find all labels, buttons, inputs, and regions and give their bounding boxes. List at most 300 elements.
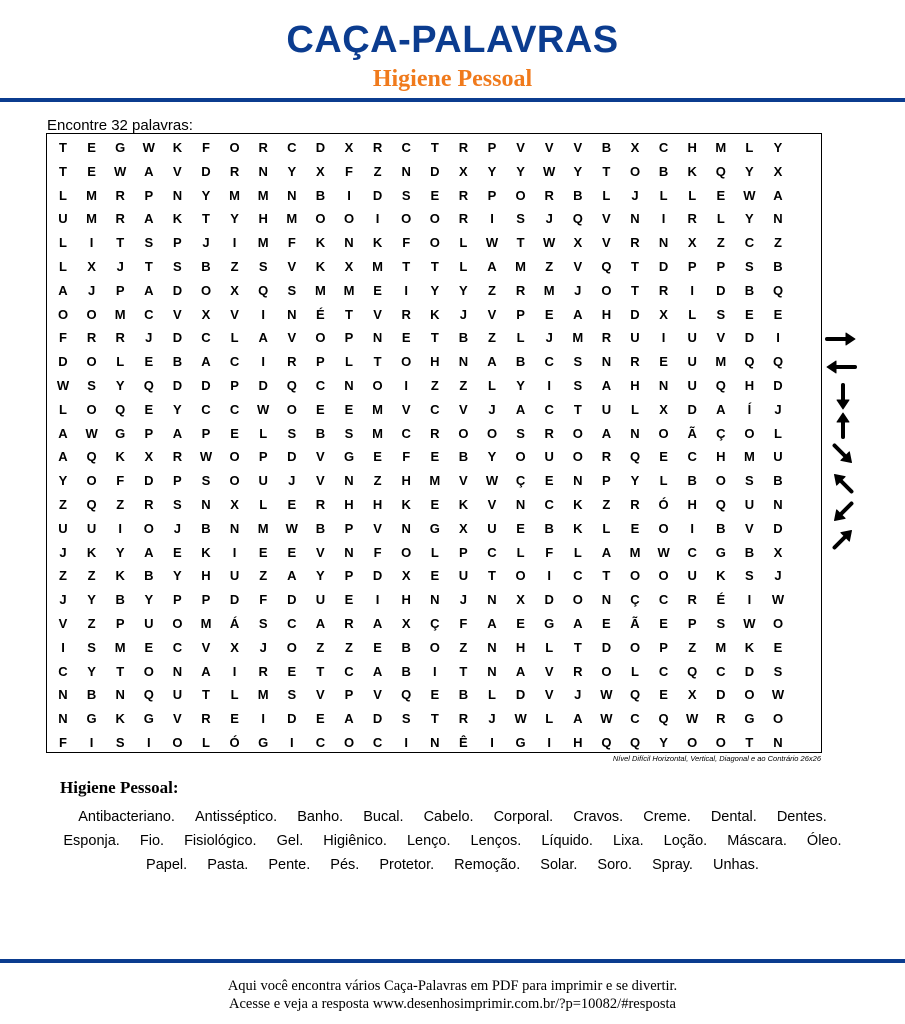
grid-letter: A xyxy=(487,354,497,370)
grid-letter: S xyxy=(573,378,583,393)
grid-letter: O xyxy=(629,163,641,179)
grid-letter: W xyxy=(56,378,70,393)
grid-letter: Z xyxy=(230,259,239,274)
grid-letter: I xyxy=(490,211,494,227)
grid-letter: Z xyxy=(59,568,67,584)
grid-letter: U xyxy=(258,473,268,489)
grid-letter: O xyxy=(515,449,526,465)
grid-letter: R xyxy=(573,663,583,679)
grid-letter: Y xyxy=(487,449,497,465)
grid-letter: B xyxy=(315,520,326,536)
grid-letter: S xyxy=(401,711,411,727)
grid-letter: X xyxy=(573,235,583,251)
grid-letter: V xyxy=(573,140,583,155)
grid-letter: K xyxy=(115,568,125,584)
grid-letter: E xyxy=(773,639,783,655)
grid-letter: Ó xyxy=(229,735,240,750)
grid-letter: O xyxy=(629,639,641,655)
grid-letter: L xyxy=(573,544,582,560)
grid-letter: O xyxy=(401,354,412,370)
grid-letter: A xyxy=(601,544,612,560)
grid-letter: Y xyxy=(459,282,468,298)
grid-letter: V xyxy=(316,687,325,703)
grid-letter: A xyxy=(601,425,612,441)
grid-letter: T xyxy=(602,568,611,584)
grid-letter: W xyxy=(142,140,155,155)
grid-letter: O xyxy=(401,544,412,560)
grid-letter: O xyxy=(772,616,784,631)
grid-letter: L xyxy=(59,235,67,251)
grid-letter: M xyxy=(715,140,727,155)
grid-letter: O xyxy=(343,735,355,750)
grid-letter: E xyxy=(230,425,239,441)
grid-letter: V xyxy=(287,259,297,274)
grid-letter: X xyxy=(459,163,468,179)
grid-letter: N xyxy=(172,187,183,203)
grid-letter: O xyxy=(143,520,154,536)
grid-letter: L xyxy=(259,497,268,512)
grid-letter: Y xyxy=(115,544,125,560)
grid-letter: T xyxy=(144,259,153,274)
grid-letter: L xyxy=(202,735,210,750)
grid-letter: T xyxy=(631,259,639,274)
grid-letter: V xyxy=(316,473,325,489)
grid-letter: G xyxy=(143,711,154,727)
grid-letter: Z xyxy=(602,497,611,512)
grid-letter: K xyxy=(744,639,755,655)
grid-letter: E xyxy=(316,401,325,417)
grid-letter: L xyxy=(459,235,468,251)
grid-letter: R xyxy=(458,187,469,203)
grid-letter: U xyxy=(630,330,640,346)
grid-letter: A xyxy=(58,282,68,298)
grid-letter: P xyxy=(344,568,354,584)
grid-letter: Q xyxy=(401,687,412,703)
grid-letter: F xyxy=(202,140,210,155)
grid-letter: I xyxy=(375,211,380,227)
grid-letter: M xyxy=(572,330,584,346)
grid-letter: E xyxy=(344,592,354,608)
grid-letter: K xyxy=(573,497,583,512)
grid-letter: Q xyxy=(658,711,669,727)
word-list-item: Cravos. xyxy=(573,809,624,825)
grid-letter: R xyxy=(716,711,726,727)
grid-letter: I xyxy=(547,735,551,750)
grid-letter: E xyxy=(659,687,668,703)
word-list-item: Solar. xyxy=(540,857,578,873)
grid-letter: X xyxy=(401,568,411,584)
grid-letter: I xyxy=(61,639,65,655)
grid-letter: Q xyxy=(86,497,97,512)
grid-letter: Q xyxy=(744,354,755,370)
grid-letter: M xyxy=(114,639,126,655)
arrow-right-icon xyxy=(827,333,855,345)
grid-letter: A xyxy=(573,616,583,631)
grid-letter: B xyxy=(773,259,783,274)
grid-letter: T xyxy=(402,259,411,274)
grid-letter: L xyxy=(116,354,125,370)
grid-letter: J xyxy=(774,568,782,584)
grid-letter: M xyxy=(629,544,641,560)
grid-letter: A xyxy=(201,663,211,679)
grid-letter: Z xyxy=(430,378,439,393)
direction-arrows xyxy=(823,327,863,555)
grid-letter: E xyxy=(287,497,297,512)
grid-letter: P xyxy=(201,592,211,608)
grid-letter: U xyxy=(458,568,469,584)
grid-letter: G xyxy=(86,711,97,727)
grid-letter: Ã xyxy=(687,425,697,441)
grid-letter: R xyxy=(687,592,697,608)
grid-letter: W xyxy=(771,687,785,703)
grid-letter: Q xyxy=(115,401,126,417)
grid-letter: S xyxy=(745,568,754,584)
grid-letter: H xyxy=(687,497,697,512)
grid-letter: R xyxy=(658,282,669,298)
grid-letter: T xyxy=(430,140,439,155)
grid-letter: H xyxy=(372,497,383,512)
grid-letter: S xyxy=(173,497,182,512)
grid-letter: I xyxy=(776,330,780,346)
grid-letter: I xyxy=(118,520,122,536)
grid-letter: I xyxy=(89,235,94,251)
grid-letter: R xyxy=(315,497,326,512)
grid-letter: C xyxy=(544,401,554,417)
grid-letter: E xyxy=(659,616,668,631)
grid-letter: A xyxy=(487,616,497,631)
grid-letter: N xyxy=(573,473,583,489)
grid-letter: H xyxy=(258,211,268,227)
grid-letter: T xyxy=(430,259,439,274)
grid-letter: E xyxy=(401,330,411,346)
grid-letter: A xyxy=(144,282,154,298)
grid-letter: P xyxy=(344,330,354,346)
grid-letter: D xyxy=(172,282,183,298)
grid-letter: T xyxy=(631,282,639,298)
grid-letter: Y xyxy=(173,401,182,417)
word-search-grid xyxy=(46,133,822,753)
grid-letter: B xyxy=(144,568,154,584)
grid-letter: E xyxy=(516,616,525,631)
grid-letter: U xyxy=(86,520,97,536)
grid-letter: Ç xyxy=(630,592,640,608)
grid-letter: I xyxy=(490,735,494,750)
grid-letter: N xyxy=(601,592,612,608)
grid-letter: Q xyxy=(258,282,269,298)
grid-letter: E xyxy=(373,282,382,298)
grid-letter: B xyxy=(744,282,755,298)
grid-letter: Z xyxy=(87,568,96,584)
grid-letter: W xyxy=(285,520,298,536)
grid-letter: H xyxy=(601,306,612,322)
grid-letter: P xyxy=(115,282,125,298)
grid-letter: S xyxy=(401,187,411,203)
grid-letter: A xyxy=(201,354,211,370)
grid-letter: P xyxy=(516,306,525,322)
grid-letter: D xyxy=(430,163,440,179)
grid-letter: D xyxy=(172,330,183,346)
grid-letter: O xyxy=(86,354,97,370)
grid-letter: C xyxy=(229,354,240,370)
grid-letter: L xyxy=(631,663,639,679)
grid-letter: L xyxy=(230,330,239,346)
grid-letter: D xyxy=(201,163,211,179)
grid-letter: J xyxy=(145,330,153,346)
arrow-up-icon xyxy=(837,413,849,437)
grid-letter: O xyxy=(86,473,97,489)
grid-letter: Ç xyxy=(515,473,526,489)
grid-letter: N xyxy=(372,330,383,346)
grid-letter: G xyxy=(715,544,726,560)
grid-letter: P xyxy=(459,544,468,560)
grid-letter: W xyxy=(485,235,499,251)
grid-letter: R xyxy=(258,663,268,679)
instructions: Encontre 32 palavras: xyxy=(47,117,193,134)
grid-letter: W xyxy=(514,711,527,727)
grid-letter: X xyxy=(401,616,411,631)
grid-letter: D xyxy=(658,259,669,274)
grid-letter: C xyxy=(658,592,669,608)
grid-letter: N xyxy=(487,663,497,679)
word-list-item: Antibacteriano. xyxy=(78,809,175,825)
grid-letter: X xyxy=(201,306,211,322)
grid-letter: S xyxy=(258,616,268,631)
grid-letter: R xyxy=(630,354,640,370)
grid-letter: P xyxy=(144,187,154,203)
grid-letter: Ã xyxy=(630,616,640,631)
grid-letter: Z xyxy=(459,639,468,655)
grid-letter: O xyxy=(286,401,297,417)
grid-letter: L xyxy=(259,425,268,441)
grid-letter: T xyxy=(202,687,210,703)
grid-letter: P xyxy=(173,235,182,251)
grid-letter: R xyxy=(172,449,183,465)
word-list-item: Spray. xyxy=(652,857,693,873)
grid-letter: Q xyxy=(772,354,784,370)
grid-letter: Y xyxy=(287,163,297,179)
grid-letter: C xyxy=(315,378,326,393)
grid-letter: Q xyxy=(715,497,726,512)
grid-letter: N xyxy=(658,235,669,251)
grid-letter: L xyxy=(516,330,525,346)
grid-letter: É xyxy=(316,306,325,322)
word-list-item: Dentes. xyxy=(776,809,827,825)
grid-letter: W xyxy=(85,425,98,441)
grid-letter: F xyxy=(345,163,353,179)
grid-letter: B xyxy=(544,520,554,536)
grid-letter: W xyxy=(114,163,127,179)
grid-letter: G xyxy=(429,520,440,536)
grid-letter: E xyxy=(430,568,440,584)
grid-letter: W xyxy=(771,592,785,608)
word-list-item: Banho. xyxy=(297,809,344,825)
grid-letter: S xyxy=(716,616,726,631)
grid-letter: T xyxy=(373,354,382,370)
word-list-item: Lenço. xyxy=(406,833,451,849)
grid-letter: Y xyxy=(516,163,525,179)
grid-letter: S xyxy=(287,425,297,441)
grid-letter: I xyxy=(547,378,551,393)
grid-letter: O xyxy=(172,616,183,631)
grid-letter: T xyxy=(488,568,496,584)
grid-letter: I xyxy=(432,663,437,679)
grid-letter: R xyxy=(630,235,640,251)
grid-letter: N xyxy=(430,735,440,750)
grid-letter: M xyxy=(114,306,126,322)
grid-letter: T xyxy=(430,711,439,727)
grid-letter: R xyxy=(544,425,554,441)
grid-letter: B xyxy=(458,687,469,703)
grid-letter: S xyxy=(87,378,96,393)
grid-letter: X xyxy=(630,140,640,155)
grid-letter: R xyxy=(115,187,125,203)
grid-letter: V xyxy=(487,306,497,322)
grid-letter: Q xyxy=(601,735,612,750)
grid-letter: Y xyxy=(87,663,96,679)
grid-letter: V xyxy=(287,330,297,346)
grid-letter: R xyxy=(458,211,469,227)
word-list-item: Remoção. xyxy=(454,857,521,873)
grid-letter: E xyxy=(258,544,268,560)
grid-letter: I xyxy=(690,520,694,536)
grid-letter: A xyxy=(773,187,783,203)
grid-letter: P xyxy=(258,449,268,465)
grid-letter: B xyxy=(458,449,469,465)
word-list-item: Máscara. xyxy=(727,833,787,849)
grid-letter: G xyxy=(744,711,755,727)
grid-letter: F xyxy=(259,592,268,608)
grid-letter: D xyxy=(544,592,554,608)
grid-letter: O xyxy=(458,425,469,441)
grid-letter: I xyxy=(661,211,666,227)
grid-letter: P xyxy=(344,687,354,703)
grid-letter: Q xyxy=(572,211,583,227)
grid-letter: M xyxy=(543,282,555,298)
grid-letter: X xyxy=(687,687,697,703)
grid-letter: U xyxy=(58,520,68,536)
grid-letter: G xyxy=(258,735,269,750)
grid-letter: X xyxy=(87,259,96,274)
grid-letter: C xyxy=(229,401,240,417)
grid-letter: X xyxy=(659,401,668,417)
grid-letter: J xyxy=(631,187,639,203)
grid-letter: N xyxy=(401,520,411,536)
grid-letter: R xyxy=(372,140,383,155)
word-list-item: Dental. xyxy=(710,809,757,825)
grid-letter: R xyxy=(630,497,640,512)
grid-letter: D xyxy=(315,140,326,155)
grid-letter: Q xyxy=(629,449,641,465)
arrow-down-left-icon xyxy=(830,499,855,524)
grid-letter: F xyxy=(59,735,67,750)
grid-letter: L xyxy=(59,187,67,203)
grid-letter: O xyxy=(143,663,154,679)
grid-letter: E xyxy=(659,354,668,370)
grid-letter: E xyxy=(430,687,440,703)
grid-letter: D xyxy=(287,449,297,465)
grid-letter: M xyxy=(372,425,384,441)
grid-letter: D xyxy=(372,187,383,203)
grid-letter: A xyxy=(58,425,68,441)
grid-letter: O xyxy=(57,306,69,322)
grid-letter: K xyxy=(687,163,697,179)
grid-letter: N xyxy=(658,378,669,393)
grid-letter: Z xyxy=(316,639,325,655)
grid-letter: I xyxy=(232,663,237,679)
grid-letter: K xyxy=(86,544,97,560)
grid-letter: L xyxy=(659,473,668,489)
grid-letter: P xyxy=(659,639,668,655)
grid-letter: R xyxy=(344,616,354,631)
grid-letter: Z xyxy=(116,497,125,512)
grid-letter: I xyxy=(547,568,551,584)
word-list-item: Fio. xyxy=(139,833,165,849)
grid-letter: Y xyxy=(573,163,583,179)
grid-letter: X xyxy=(459,520,468,536)
grid-letter: J xyxy=(459,306,467,322)
grid-letter: Y xyxy=(173,568,182,584)
grid-letter: S xyxy=(173,259,182,274)
grid-letter: V xyxy=(544,140,554,155)
grid-letter: I xyxy=(261,711,265,727)
grid-letter: P xyxy=(144,425,154,441)
grid-letter: O xyxy=(172,735,183,750)
grid-letter: X xyxy=(144,449,154,465)
grid-letter: Z xyxy=(373,163,382,179)
grid-letter: B xyxy=(458,330,469,346)
grid-letter: O xyxy=(601,663,612,679)
grid-letter: C xyxy=(544,354,554,370)
grid-letter: N xyxy=(487,639,497,655)
grid-letter: O xyxy=(658,425,669,441)
grid-letter: A xyxy=(258,330,268,346)
grid-letter: J xyxy=(488,711,496,727)
grid-letter: X xyxy=(773,163,783,179)
grid-letter: D xyxy=(687,401,697,417)
grid-letter: J xyxy=(774,401,782,417)
grid-letter: S xyxy=(144,235,154,251)
grid-letter: Q xyxy=(715,163,726,179)
grid-letter: O xyxy=(658,520,669,536)
grid-letter: Y xyxy=(87,592,96,608)
grid-letter: K xyxy=(716,568,726,584)
grid-letter: B xyxy=(315,425,326,441)
grid-letter: E xyxy=(430,449,440,465)
grid-letter: P xyxy=(687,259,697,274)
grid-letter: C xyxy=(144,306,154,322)
grid-letter: A xyxy=(144,163,154,179)
word-list-item: Higiênico. xyxy=(323,833,387,849)
grid-letter: I xyxy=(347,187,351,203)
grid-letter: Ê xyxy=(459,735,468,750)
grid-letter: H xyxy=(201,568,211,584)
word-list-item: Pente. xyxy=(268,857,311,873)
grid-letter: M xyxy=(715,639,727,655)
grid-letter: G xyxy=(343,449,355,465)
word-list-item: Gel. xyxy=(276,833,304,849)
grid-letter: N xyxy=(287,306,297,322)
word-list-item: Corporal. xyxy=(493,809,554,825)
grid-letter: F xyxy=(287,235,296,251)
grid-letter: K xyxy=(315,235,326,251)
grid-letter: T xyxy=(59,140,67,155)
grid-letter: Y xyxy=(659,735,668,750)
grid-letter: N xyxy=(458,354,469,370)
grid-letter: W xyxy=(743,616,756,631)
grid-letter: X xyxy=(344,140,354,155)
grid-letter: Y xyxy=(773,140,783,155)
grid-letter: O xyxy=(687,735,698,750)
